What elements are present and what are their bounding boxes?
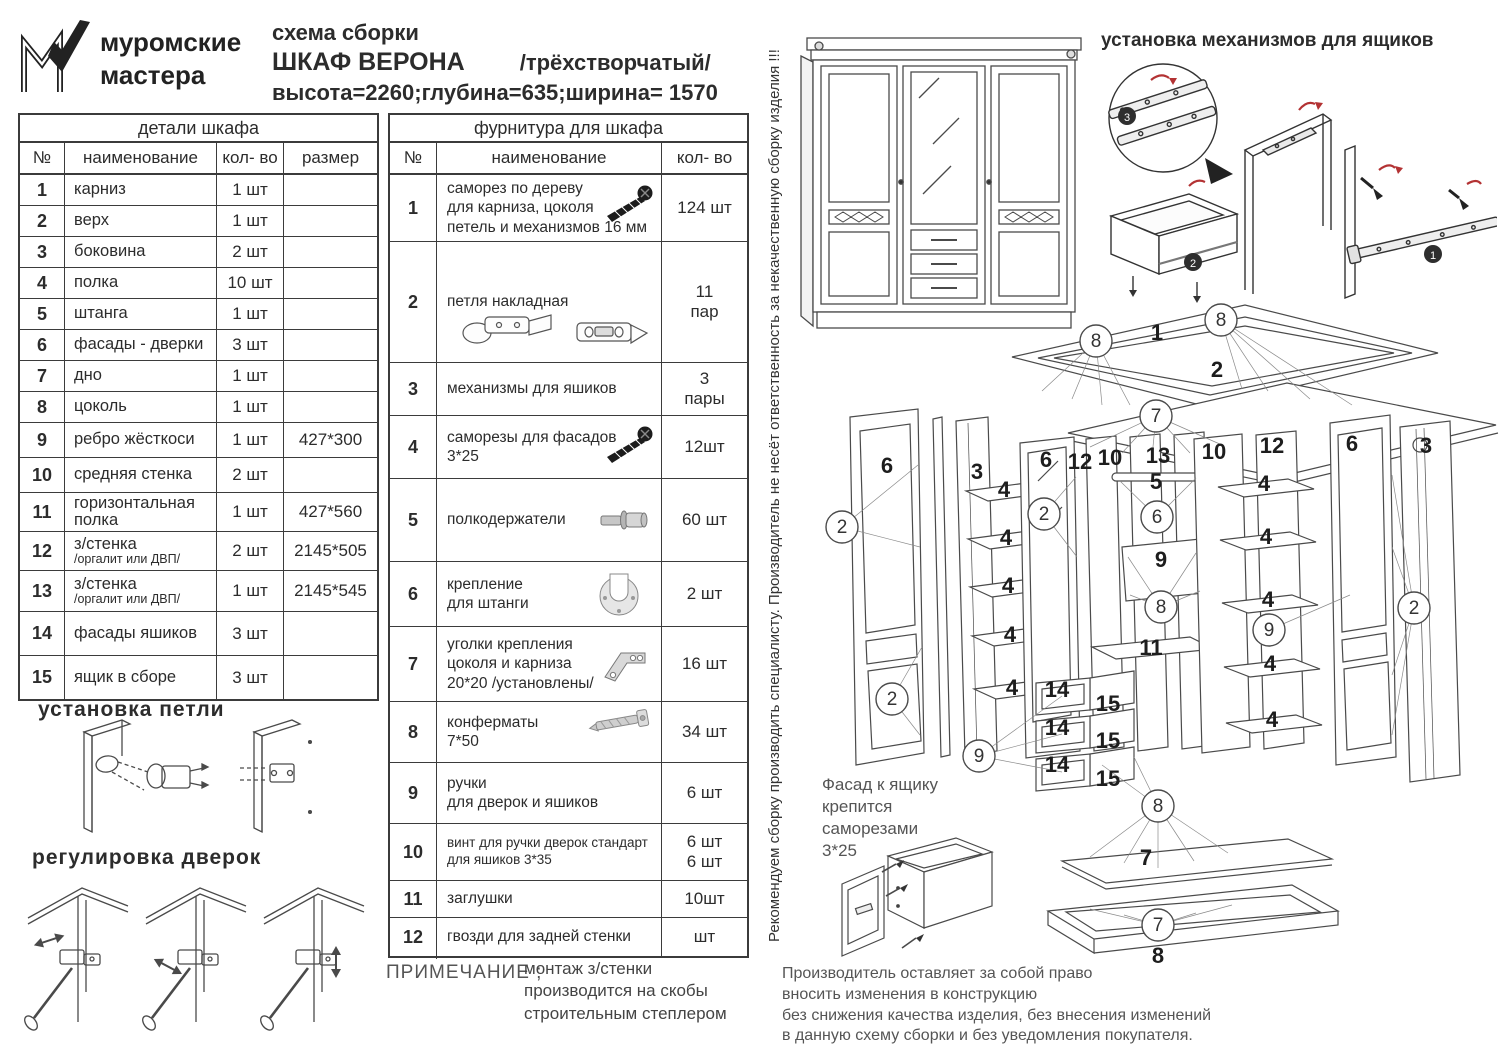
hardware-table-header — [390, 143, 747, 175]
cell-size — [283, 237, 377, 267]
cell-qty: 6 шт 6 шт — [661, 824, 747, 880]
part-number-label: 4 — [999, 525, 1013, 550]
hardware-callout-number: 2 — [1408, 598, 1420, 619]
cell-num: 5 — [36, 303, 47, 324]
cell-qty: 1 шт — [216, 392, 283, 422]
cell-name: саморез по дереву для карниза, цоколя петель и механизмов 16 мм — [436, 172, 661, 244]
cell-qty: 3 пары — [661, 363, 747, 415]
shelf-pin-icon — [597, 503, 653, 537]
cell-num: 4 — [407, 436, 418, 457]
table-row — [20, 571, 377, 612]
angle-bracket-icon — [599, 643, 649, 685]
cell-size — [283, 458, 377, 492]
cell-num: 10 — [402, 841, 424, 862]
table-row — [20, 361, 377, 392]
hardware-callout-number: 8 — [1215, 310, 1227, 331]
part-number-label: 7 — [1139, 845, 1153, 870]
table-row — [390, 763, 747, 824]
header-qty: кол- во — [661, 143, 747, 173]
cell-qty: 1 шт — [216, 423, 283, 457]
cell-name: ящик в сборе — [64, 656, 216, 699]
door-adjust-diagram — [20, 872, 375, 1054]
cell-size: 2145*545 — [283, 571, 377, 611]
cell-num: 12 — [31, 540, 53, 561]
cell-name: з/стенка /оргалит или ДВП/ — [64, 571, 216, 611]
table-row — [20, 423, 377, 458]
part-number-label: 14 — [1044, 677, 1070, 702]
drawer-facade-diagram — [836, 826, 1004, 968]
part-number-label: 4 — [1259, 524, 1273, 549]
door-adjust-title: регулировка дверок — [32, 846, 262, 869]
note-line: производится на скобы — [524, 981, 708, 1001]
cell-size — [283, 392, 377, 422]
part-number-label: 1 — [1150, 320, 1164, 345]
table-row — [20, 175, 377, 206]
table-row — [20, 206, 377, 237]
cell-num: 11 — [32, 501, 52, 522]
cell-num: 11 — [403, 888, 423, 909]
cell-num: 4 — [36, 272, 47, 293]
header-num: № — [32, 148, 52, 167]
cell-qty: 34 шт — [661, 702, 747, 762]
doc-type: схема сборки — [272, 20, 419, 45]
part-number-label: 4 — [1001, 573, 1015, 598]
hinge-install-diagram — [26, 716, 371, 844]
cell-name: крепление для штанги — [436, 559, 661, 629]
screw-icon — [599, 182, 657, 224]
cell-qty: 11 пар — [661, 242, 747, 362]
parts-table-body — [20, 175, 377, 699]
cell-size — [283, 206, 377, 236]
header-size: размер — [283, 143, 377, 173]
cell-name: штанга — [64, 299, 216, 329]
cell-size — [283, 299, 377, 329]
part-number-label: 4 — [1263, 651, 1277, 676]
cell-qty: 2 шт — [661, 562, 747, 626]
cell-name: саморезы для фасадов 3*25 — [436, 413, 661, 481]
cell-qty: 1 шт — [216, 175, 283, 205]
hardware-callout-number: 2 — [1038, 504, 1050, 525]
brand-line1: муромские — [100, 27, 242, 57]
part-number-label: 3 — [1419, 433, 1433, 458]
parts-table-header — [20, 143, 377, 175]
part-number-label: 12 — [1067, 449, 1093, 474]
cell-name: винт для ручки дверок стандарт для яшиков 3*35 — [436, 821, 661, 883]
mechanisms-title: установка механизмов для ящиков — [1101, 30, 1434, 51]
part-number-label: 15 — [1095, 766, 1121, 791]
mech-step-2: 2 — [1189, 258, 1197, 270]
hardware-callout-number: 8 — [1152, 796, 1164, 817]
table-row — [20, 532, 377, 571]
mechanism-diagram — [1093, 58, 1497, 308]
table-row — [390, 881, 747, 918]
hardware-callout-number: 2 — [886, 689, 898, 710]
part-number-label: 4 — [1261, 587, 1275, 612]
cell-num: 2 — [36, 210, 47, 231]
product-title — [272, 48, 711, 77]
note-text — [524, 958, 727, 1025]
hardware-callout-number: 6 — [1151, 507, 1163, 528]
cell-qty: 1 шт — [216, 571, 283, 611]
hardware-callout-number: 7 — [1150, 406, 1162, 427]
hardware-callout-number: 9 — [1263, 620, 1275, 641]
cell-num: 7 — [36, 365, 47, 386]
cell-size: 2145*505 — [283, 532, 377, 570]
table-row — [390, 416, 747, 479]
cell-qty: 10 шт — [216, 268, 283, 298]
part-number-label: 10 — [1201, 439, 1227, 464]
parts-table-title: детали шкафа — [20, 115, 377, 143]
cell-qty: 60 шт — [661, 479, 747, 561]
disclaimer-line: Производитель оставляет за собой право — [782, 965, 1093, 982]
confirmat-icon — [585, 705, 655, 739]
cell-name: з/стенка /оргалит или ДВП/ — [64, 532, 216, 570]
screw-icon — [599, 423, 657, 465]
cell-num: 1 — [407, 197, 418, 218]
note-line: строительным степлером — [524, 1003, 727, 1023]
header-name: наименование — [436, 143, 661, 173]
cell-num: 8 — [407, 721, 418, 742]
cell-size: 427*560 — [283, 493, 377, 531]
header-qty: кол- во — [216, 143, 283, 173]
cell-name: полка — [64, 268, 216, 298]
cell-name: ручки для дверок и яшиков — [436, 760, 661, 826]
brand-logo — [18, 16, 94, 98]
hardware-callout-number: 9 — [973, 746, 985, 767]
cell-num: 8 — [36, 396, 47, 417]
disclaimer-line: вносить изменения в конструкцию — [782, 985, 1038, 1003]
hardware-callout-number: 2 — [836, 517, 848, 538]
cell-qty: 3 шт — [216, 656, 283, 699]
note-line: монтаж з/стенки — [524, 959, 653, 978]
cell-num: 2 — [407, 291, 418, 312]
facade-note-line: Фасад к ящику — [822, 775, 938, 794]
cell-qty: 3 шт — [216, 330, 283, 360]
cell-num: 13 — [31, 580, 53, 601]
table-row — [20, 656, 377, 699]
cell-qty: 1 шт — [216, 299, 283, 329]
cell-num: 12 — [402, 926, 424, 947]
cell-name: цоколь — [64, 392, 216, 422]
cell-num: 15 — [31, 667, 53, 687]
product-name: ШКАФ ВЕРОНА — [272, 48, 465, 76]
mech-step-1: 1 — [1429, 250, 1437, 262]
cell-qty: 6 шт — [661, 763, 747, 823]
cell-num: 1 — [36, 179, 47, 200]
cell-size — [283, 330, 377, 360]
cell-num: 3 — [407, 378, 418, 399]
part-number-label: 6 — [880, 453, 894, 478]
cell-qty: 2 шт — [216, 237, 283, 267]
cell-qty: 124 шт — [661, 175, 747, 241]
facade-note-line: 3*25 — [822, 841, 857, 861]
mech-step-3: 3 — [1123, 112, 1131, 124]
table-row — [20, 612, 377, 656]
table-row — [390, 627, 747, 702]
part-number-label: 11 — [1139, 635, 1163, 660]
cell-size — [283, 175, 377, 205]
table-row — [390, 918, 747, 956]
part-number-label: 2 — [1210, 357, 1224, 382]
cell-name: заглушки — [436, 878, 661, 920]
cell-size: 427*300 — [283, 423, 377, 457]
table-row — [390, 363, 747, 416]
part-number-label: 3 — [970, 459, 984, 484]
cell-name: горизонтальная полка — [64, 493, 216, 531]
hinge-install-title: установка петли — [38, 698, 225, 721]
parts-table — [18, 113, 379, 701]
hinge-icon — [455, 299, 655, 357]
part-number-label: 14 — [1044, 715, 1070, 740]
cell-qty: 10шт — [661, 881, 747, 917]
cell-qty: 2 шт — [216, 532, 283, 570]
table-row — [20, 330, 377, 361]
brand-line2: мастера — [100, 59, 206, 90]
cell-num: 14 — [31, 623, 53, 643]
part-number-label: 14 — [1044, 752, 1070, 777]
part-number-label: 15 — [1095, 691, 1121, 716]
table-row — [390, 824, 747, 881]
part-number-label: 4 — [1257, 471, 1271, 496]
header-num: № — [403, 148, 423, 167]
cell-qty: шт — [661, 918, 747, 956]
cell-size — [283, 612, 377, 655]
product-variant: /трёхстворчатый/ — [519, 50, 711, 75]
cell-num: 9 — [36, 429, 47, 450]
cell-name: фасады яшиков — [64, 612, 216, 655]
cell-num: 6 — [407, 583, 418, 604]
hardware-table-body — [390, 175, 747, 956]
part-number-label: 4 — [1265, 707, 1279, 732]
cell-qty: 1 шт — [216, 206, 283, 236]
cell-name: верх — [64, 206, 216, 236]
cell-name: карниз — [64, 175, 216, 205]
part-number-label: 15 — [1095, 728, 1121, 753]
hardware-callout-number: 7 — [1152, 915, 1164, 936]
cell-qty: 2 шт — [216, 458, 283, 492]
part-number-label: 6 — [1345, 431, 1359, 456]
cell-num: 9 — [407, 782, 418, 803]
table-row — [20, 268, 377, 299]
part-number-label: 4 — [1005, 675, 1019, 700]
hardware-table — [388, 113, 749, 958]
note-label: ПРИМЕЧАНИЕ ; — [386, 962, 543, 983]
cell-name: ребро жёсткоси — [64, 423, 216, 457]
disclaimer-line: в данную схему сборки и без уведомления покупателя. — [782, 1027, 1193, 1045]
part-number-label: 4 — [1003, 622, 1017, 647]
cell-name: полкодержатели — [436, 476, 661, 564]
cell-qty: 1 шт — [216, 493, 283, 531]
product-dimensions: высота=2260;глубина=635;ширина= 1570 — [272, 80, 718, 105]
header-name: наименование — [64, 143, 216, 173]
facade-note-line: крепится — [822, 797, 893, 817]
cell-size — [283, 656, 377, 699]
table-row — [390, 702, 747, 763]
cell-size — [283, 268, 377, 298]
cell-qty: 3 шт — [216, 612, 283, 655]
part-number-label: 6 — [1039, 447, 1053, 472]
cell-qty: 1 шт — [216, 361, 283, 391]
cell-num: 5 — [407, 509, 418, 530]
cell-name: фасады - дверки — [64, 330, 216, 360]
table-row — [390, 242, 747, 363]
cell-num: 6 — [36, 334, 47, 355]
cell-num: 7 — [407, 653, 418, 674]
cell-name: боковина — [64, 237, 216, 267]
cell-qty: 12шт — [661, 416, 747, 478]
hardware-table-title: фурнитура для шкафа — [390, 115, 747, 143]
table-row — [390, 562, 747, 627]
cell-qty: 16 шт — [661, 627, 747, 701]
cell-name: уголки крепления цоколя и карниза 20*20 /установлены/ — [436, 624, 661, 704]
table-row — [390, 175, 747, 242]
hardware-callout-number: 8 — [1090, 331, 1102, 352]
table-row — [390, 479, 747, 562]
cell-name: механизмы для яшиков — [436, 360, 661, 418]
vertical-warning: Рекомендуем сборку производить специалисту. Производитель не несёт ответственность за некачественную сборку изделия !!! — [766, 49, 783, 942]
part-number-label: 5 — [1149, 469, 1163, 494]
cell-name: средняя стенка — [64, 458, 216, 492]
cell-name: петля накладная — [436, 239, 661, 365]
cell-size — [283, 361, 377, 391]
part-number-label: 8 — [1151, 943, 1165, 968]
cell-name: гвозди для задней стенки — [436, 915, 661, 959]
disclaimer-line: без снижения качества изделия, без внесения изменений — [782, 1006, 1212, 1024]
hardware-callout-number: 8 — [1155, 597, 1167, 618]
cell-num: 10 — [31, 464, 53, 485]
cell-num: 3 — [36, 241, 47, 262]
part-number-label: 4 — [997, 477, 1011, 502]
table-row — [20, 392, 377, 423]
part-number-label: 10 — [1097, 445, 1123, 470]
table-row — [20, 493, 377, 532]
brand-name — [100, 26, 241, 91]
table-row — [20, 458, 377, 493]
table-row — [20, 299, 377, 330]
part-number-label: 9 — [1154, 547, 1168, 572]
facade-note-line: саморезами — [822, 819, 919, 839]
disclaimer — [782, 964, 1222, 1047]
part-number-label: 12 — [1259, 433, 1285, 458]
table-row — [20, 237, 377, 268]
cell-name: конферматы 7*50 — [436, 699, 661, 765]
part-number-label: 13 — [1145, 443, 1171, 468]
cell-name: дно — [64, 361, 216, 391]
rod-bracket-icon — [595, 570, 643, 618]
